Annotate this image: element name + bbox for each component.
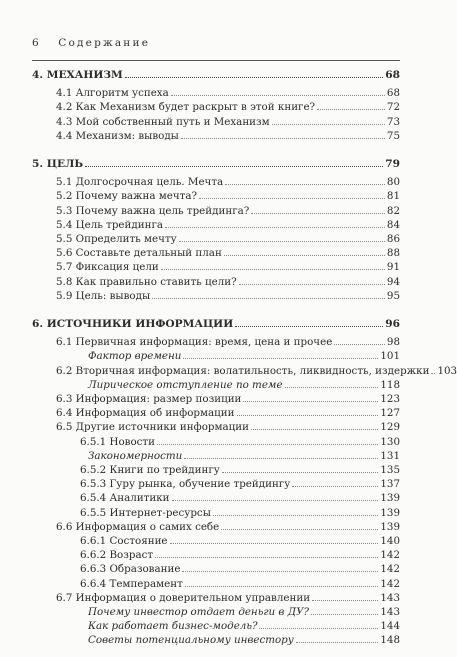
toc-entry-page: 148 <box>380 634 400 647</box>
toc-entry-title: 5.6 Составьте детальный план <box>56 247 222 260</box>
dot-leader <box>125 68 383 78</box>
dot-leader <box>221 520 378 530</box>
dot-leader <box>161 260 385 270</box>
toc-entry <box>56 335 400 349</box>
toc-entry-title: 6.6.3 Образование <box>80 563 181 576</box>
page-number: 6 <box>32 37 39 49</box>
toc-entry-page: 94 <box>386 275 400 288</box>
dot-leader <box>199 189 385 199</box>
toc-entry <box>56 100 400 114</box>
dot-leader <box>152 289 385 299</box>
toc-entry-page: 75 <box>386 129 400 142</box>
toc-entry-page: 73 <box>386 115 400 128</box>
toc-entry <box>56 189 400 203</box>
toc-entry <box>56 406 400 420</box>
toc-entry-title: 6.6 Информация о самих себе <box>56 520 220 533</box>
toc-entry-page: 131 <box>380 449 400 462</box>
toc-entry <box>80 506 400 520</box>
toc-entry-page: 139 <box>380 520 400 533</box>
dot-leader <box>251 420 378 430</box>
toc-entry-title: 6.4 Информация об информации <box>56 407 235 420</box>
toc-entry-page: 86 <box>386 233 400 245</box>
toc-entry <box>80 435 400 449</box>
toc-entry-title: 6. ИСТОЧНИКИ ИНФОРМАЦИИ <box>32 318 234 330</box>
dot-leader <box>155 548 378 558</box>
toc-entry-page: 82 <box>386 204 400 217</box>
toc-entry-page: 101 <box>380 350 400 363</box>
toc-entry <box>56 218 400 232</box>
toc-entry <box>80 477 400 491</box>
toc-entry-page: 88 <box>386 247 400 260</box>
toc-entry-title: 6.3 Информация: размер позиции <box>56 393 242 405</box>
dot-leader <box>184 449 378 459</box>
toc-entry-title: 5.4 Цель трейдинга <box>56 218 163 231</box>
toc-entry-title: 5.2 Почему важна мечта? <box>56 190 198 203</box>
toc-entry-title: 5.5 Определить мечту <box>56 233 177 245</box>
toc-entry-title: 6.7 Информация о доверительном управлении <box>56 591 311 604</box>
toc-entry-title: Как работает бизнес-модель? <box>88 620 258 633</box>
toc-entry <box>56 364 457 378</box>
page-title: Содержание <box>58 37 151 49</box>
toc-entry-title: 6.5.3 Гуру рынка, обучение трейдингу <box>80 478 291 491</box>
toc-entry-title: 6.5.1 Новости <box>80 435 155 448</box>
toc-entry-page: 96 <box>385 318 400 330</box>
dot-leader <box>85 157 383 167</box>
toc-entry <box>88 619 400 633</box>
toc-entry-page: 142 <box>380 577 400 590</box>
toc-entry <box>56 289 400 303</box>
toc-entry-title: Почему инвестор отдает деньги в ДУ? <box>88 606 310 618</box>
toc-chapter <box>32 317 400 331</box>
dot-leader <box>312 591 378 601</box>
toc-entry-title: 6.5.4 Аналитики <box>80 492 170 505</box>
dot-leader <box>182 562 378 572</box>
toc-entry <box>80 577 400 591</box>
toc-entry <box>80 463 400 477</box>
toc-entry <box>80 562 400 576</box>
dot-leader <box>272 115 385 125</box>
toc-entry-title: 6.2 Вторичная информация: волатильность, ликвидность, издержки <box>56 364 430 377</box>
dot-leader <box>235 317 383 327</box>
toc-entry <box>56 115 400 129</box>
dot-leader <box>292 477 378 487</box>
toc-entry-title: 5.3 Почему важна цель трейдинга? <box>56 204 250 217</box>
toc-entry-page: 72 <box>386 101 400 114</box>
dot-leader <box>181 129 385 139</box>
dot-leader <box>431 364 435 374</box>
toc-entry-page: 81 <box>386 190 400 203</box>
toc-entry-page: 98 <box>386 336 400 349</box>
toc-entry <box>56 520 400 534</box>
toc-entry-title: Закономерности <box>88 449 183 462</box>
dot-leader <box>171 86 385 96</box>
toc-entry-page: 135 <box>380 464 400 476</box>
toc-entry-page: 130 <box>380 435 400 448</box>
toc-entry <box>88 605 400 619</box>
toc-entry <box>56 246 400 260</box>
toc-entry <box>80 548 400 562</box>
toc-entry-title: 6.5 Другие источники информации <box>56 421 249 434</box>
dot-leader <box>311 605 378 615</box>
toc-entry-title: 5.1 Долгосрочная цель. Мечта <box>56 176 224 189</box>
toc-entry-page: 91 <box>386 261 400 274</box>
toc-entry <box>88 633 400 647</box>
page-header <box>32 37 150 49</box>
toc-entry-page: 139 <box>380 506 400 519</box>
dot-leader <box>224 246 385 256</box>
dot-leader <box>170 534 379 544</box>
toc-entry-page: 139 <box>380 492 400 505</box>
toc-entry-page: 68 <box>385 69 400 81</box>
toc-entry-title: 5. ЦЕЛЬ <box>32 158 84 170</box>
toc-entry-title: Фактор времени <box>88 350 182 363</box>
dot-leader <box>213 506 378 516</box>
toc-entry-page: 103 <box>437 364 457 377</box>
toc-entry <box>88 449 400 463</box>
dot-leader <box>251 204 385 214</box>
dot-leader <box>183 349 378 359</box>
dot-leader <box>172 491 379 501</box>
toc-entry-title: 6.5.5 Интернет-ресурсы <box>80 506 211 519</box>
toc-entry <box>80 491 400 505</box>
toc-entry-title: 6.6.2 Возраст <box>80 549 154 562</box>
toc-chapter <box>32 157 400 171</box>
toc-entry-page: 127 <box>380 407 400 420</box>
dot-leader <box>222 463 379 473</box>
dot-leader <box>239 275 385 285</box>
toc-entry-page: 142 <box>380 563 400 576</box>
dot-leader <box>243 392 378 402</box>
dot-leader <box>296 633 379 643</box>
toc-entry <box>56 591 400 605</box>
toc-entry-title: Советы потенциальному инвестору <box>88 634 294 647</box>
toc-entry-title: 5.7 Фиксация цели <box>56 261 159 274</box>
toc-entry-title: 5.8 Как правильно ставить цели? <box>56 275 237 288</box>
toc-entry-page: 123 <box>380 393 400 405</box>
toc-entry-page: 143 <box>380 606 400 618</box>
toc-entry-title: 4. МЕХАНИЗМ <box>32 69 123 81</box>
toc-entry <box>56 86 400 100</box>
toc-entry <box>56 392 400 406</box>
dot-leader <box>334 335 385 345</box>
toc-entry <box>88 349 400 363</box>
toc-entry <box>56 420 400 434</box>
toc-entry-page: 143 <box>380 591 400 604</box>
top-rule <box>32 60 400 61</box>
table-of-contents <box>32 60 457 647</box>
toc-entry-page: 80 <box>386 176 400 189</box>
toc-entry-page: 137 <box>380 478 400 491</box>
toc-entry-title: 6.1 Первичная информация: время, цена и прочее <box>56 336 333 349</box>
dot-leader <box>179 232 385 242</box>
toc-entry <box>56 129 400 143</box>
toc-entry-title: 6.6.1 Состояние <box>80 535 168 547</box>
toc-entry-page: 144 <box>380 620 400 633</box>
dot-leader <box>317 100 385 110</box>
toc-entry-page: 84 <box>386 218 400 231</box>
toc-entry-title: 6.6.4 Темперамент <box>80 577 183 590</box>
dot-leader <box>225 175 385 185</box>
toc-entry-page: 129 <box>380 421 400 434</box>
dot-leader <box>259 619 378 629</box>
toc-entry-page: 68 <box>386 87 400 100</box>
dot-leader <box>157 435 378 445</box>
toc-entry-page: 142 <box>380 549 400 562</box>
toc-entry-page: 79 <box>385 158 400 170</box>
toc-entry <box>56 275 400 289</box>
toc-entry <box>80 534 400 548</box>
toc-entry-title: 6.5.2 Книги по трейдингу <box>80 464 220 476</box>
toc-entry-title: 4.2 Как Механизм будет раскрыт в этой книге? <box>56 101 316 114</box>
toc-entry <box>56 175 400 189</box>
dot-leader <box>165 218 385 228</box>
toc-entry <box>56 232 400 246</box>
dot-leader <box>185 577 379 587</box>
dot-leader <box>237 406 379 416</box>
toc-entry <box>56 204 400 218</box>
toc-entry-page: 140 <box>380 535 400 547</box>
toc-entry-page: 118 <box>380 378 400 391</box>
toc-entry-title: 5.9 Цель: выводы <box>56 289 151 302</box>
toc-entry-title: 4.4 Механизм: выводы <box>56 129 179 142</box>
toc-entry <box>88 378 400 392</box>
toc-entry-title: 4.1 Алгоритм успеха <box>56 87 169 100</box>
toc-entry-title: Лирическое отступление по теме <box>88 378 283 391</box>
dot-leader <box>285 378 379 388</box>
toc-entry <box>56 260 400 274</box>
toc-chapter <box>32 68 400 82</box>
toc-entry-title: 4.3 Мой собственный путь и Механизм <box>56 115 270 128</box>
toc-entry-page: 95 <box>386 289 400 302</box>
